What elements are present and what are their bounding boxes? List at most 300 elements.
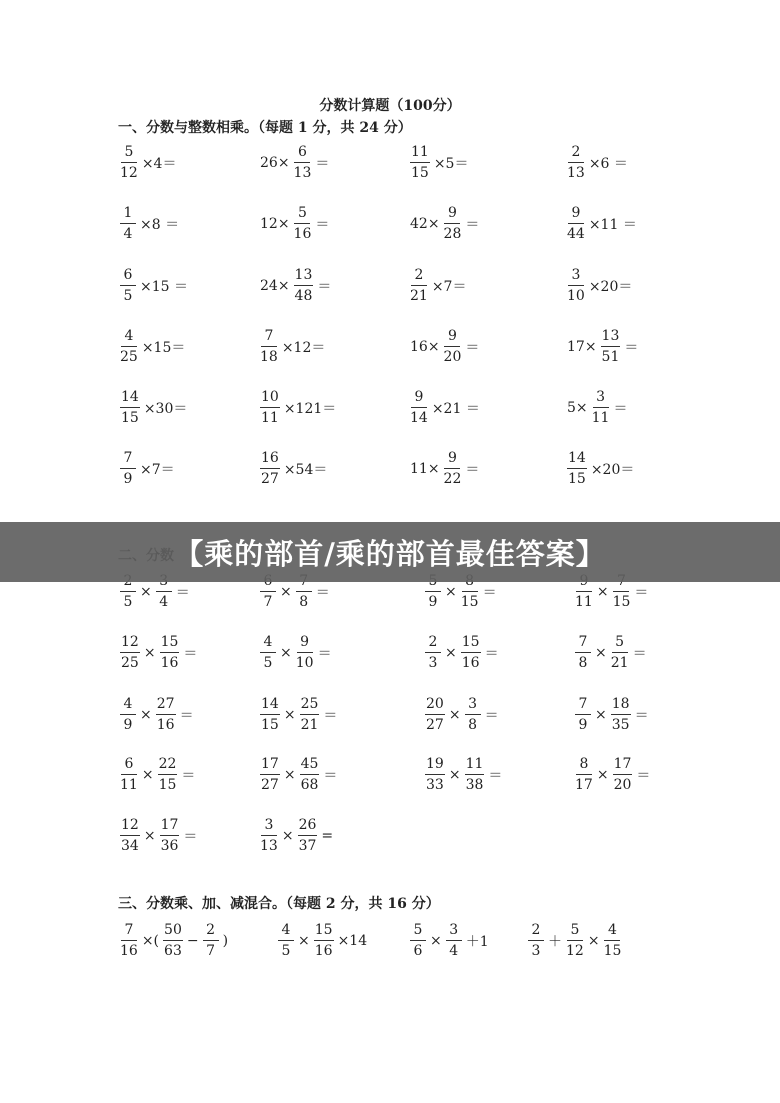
expression-text: × — [140, 706, 152, 723]
fraction — [160, 818, 180, 853]
fraction-numerator: 14 — [567, 451, 587, 469]
expression-text: ＝ — [323, 707, 338, 724]
fraction-numerator: 18 — [611, 697, 631, 715]
fraction-denominator: 20 — [443, 349, 462, 365]
expression-text: 16× — [410, 338, 440, 355]
fraction-denominator: 15 — [568, 471, 586, 487]
expression-text: × — [596, 766, 609, 783]
expression-text: ＝ — [317, 645, 332, 662]
fraction-denominator: 9 — [428, 594, 438, 610]
fraction — [298, 818, 318, 853]
banner-text: 【乘的部首/乘的部首最佳答案】 — [174, 536, 606, 571]
fraction-numerator: 4 — [278, 923, 294, 941]
fraction — [203, 923, 219, 958]
fraction-numerator: 50 — [163, 923, 183, 941]
fraction-denominator: 35 — [611, 717, 630, 733]
expression-text: ×12＝ — [281, 339, 326, 356]
fraction — [604, 923, 622, 958]
expression-text: × — [596, 583, 609, 600]
expression-text: × — [280, 644, 292, 661]
fraction-denominator: 6 — [413, 943, 423, 959]
problem-item — [276, 923, 369, 958]
expression-text: × — [445, 583, 457, 600]
fraction — [314, 923, 334, 958]
fraction — [410, 923, 426, 958]
expression-text: × — [430, 932, 442, 949]
fraction-denominator: 15 — [411, 165, 429, 181]
problem-item — [118, 697, 196, 732]
fraction-denominator: 33 — [426, 777, 444, 793]
fraction — [425, 697, 445, 732]
expression-text: × — [587, 932, 600, 949]
fraction-numerator: 12 — [120, 818, 140, 836]
fraction-denominator: 16 — [461, 655, 480, 671]
fraction-numerator: 11 — [410, 145, 430, 163]
fraction-numerator: 5 — [121, 145, 137, 163]
fraction-numerator: 3 — [446, 923, 462, 941]
fraction-numerator: 7 — [121, 923, 137, 941]
page-title: 分数计算题（100分） — [319, 98, 461, 114]
expression-text: ×6 ＝ — [588, 155, 628, 172]
fraction — [120, 390, 140, 425]
fraction — [566, 923, 584, 958]
fraction-numerator: 2 — [425, 635, 441, 653]
expression-text: ×8 ＝ — [140, 216, 180, 233]
fraction-numerator: 9 — [444, 206, 460, 224]
fraction — [465, 757, 485, 792]
fraction-denominator: 63 — [164, 943, 182, 959]
expression-text: × — [445, 644, 457, 661]
fraction-numerator: 10 — [260, 390, 280, 408]
fraction-denominator: 27 — [426, 717, 444, 733]
fraction — [260, 757, 280, 792]
fraction-numerator: 2 — [203, 923, 219, 941]
fraction-denominator: 4 — [123, 226, 133, 242]
expression-text: ＝ — [181, 767, 196, 784]
problem-item — [118, 923, 230, 958]
fraction-denominator: 11 — [591, 410, 610, 426]
expression-text: ＋1 — [465, 933, 489, 950]
expression-text: ＝ — [488, 767, 503, 784]
fraction — [575, 757, 593, 792]
fraction-numerator: 6 — [120, 268, 136, 286]
fraction — [158, 757, 178, 792]
fraction-denominator: 25 — [120, 349, 138, 365]
fraction-denominator: 22 — [443, 471, 462, 487]
fraction — [156, 697, 176, 732]
fraction — [425, 757, 445, 792]
fraction-numerator: 1 — [120, 206, 136, 224]
fraction-numerator: 9 — [411, 390, 427, 408]
fraction-numerator: 22 — [158, 757, 178, 775]
expression-text: ＝ — [482, 584, 497, 601]
expression-text: ＝ — [183, 828, 198, 845]
expression-text: × — [298, 932, 310, 949]
fraction-denominator: 10 — [295, 655, 314, 671]
expression-text: ＝ — [317, 278, 332, 295]
problem-item — [118, 451, 177, 486]
expression-text: 17× — [567, 338, 597, 355]
expression-text: 26× — [260, 154, 290, 171]
fraction-denominator: 5 — [263, 655, 273, 671]
expression-text: × — [281, 827, 294, 844]
fraction — [120, 757, 138, 792]
problem-item — [565, 268, 634, 303]
fraction-numerator: 5 — [294, 206, 310, 224]
fraction — [260, 390, 280, 425]
fraction-numerator: 6 — [294, 145, 310, 163]
problem-item — [118, 268, 190, 303]
fraction — [163, 923, 183, 958]
fraction-numerator: 3 — [568, 268, 584, 286]
fraction-denominator: 8 — [468, 717, 478, 733]
fraction-denominator: 13 — [567, 165, 585, 181]
fraction-numerator: 9 — [568, 206, 584, 224]
fraction — [528, 923, 544, 958]
fraction-numerator: 4 — [120, 697, 136, 715]
fraction — [120, 635, 140, 670]
fraction-denominator: 27 — [261, 471, 279, 487]
fraction-denominator: 15 — [261, 717, 279, 733]
fraction — [260, 451, 280, 486]
fraction — [575, 635, 591, 670]
fraction — [260, 635, 276, 670]
expression-text: ×20＝ — [588, 278, 633, 295]
expression-text: ×20＝ — [590, 461, 635, 478]
expression-text: 42× — [410, 215, 440, 232]
expression-text: ＝ — [634, 584, 649, 601]
fraction — [296, 635, 314, 670]
expression-text: ＝ — [179, 707, 194, 724]
fraction — [278, 923, 294, 958]
fraction-numerator: 17 — [160, 818, 180, 836]
fraction-denominator: 3 — [531, 943, 541, 959]
fraction — [300, 697, 320, 732]
problem-item — [573, 635, 649, 670]
fraction — [601, 329, 621, 364]
fraction — [446, 923, 462, 958]
fraction-denominator: 3 — [428, 655, 438, 671]
problem-item — [258, 329, 327, 364]
problem-item — [118, 757, 197, 792]
problem-item — [258, 451, 329, 486]
fraction-denominator: 12 — [566, 943, 584, 959]
problem-item — [573, 697, 651, 732]
fraction-numerator: 19 — [425, 757, 445, 775]
section-1-heading: 一、分数与整数相乘。（每题 1 分，共 24 分） — [118, 120, 412, 136]
expression-text: 12× — [260, 215, 290, 232]
expression-text: ×7＝ — [431, 278, 467, 295]
expression-text: 24× — [260, 277, 290, 294]
expression-text: ＝ — [183, 645, 198, 662]
fraction-numerator: 17 — [260, 757, 280, 775]
fraction-numerator: 9 — [297, 635, 313, 653]
problem-item — [258, 818, 335, 853]
expression-text: ＝ — [465, 339, 480, 356]
expression-text: × — [448, 766, 461, 783]
problem-item — [565, 451, 636, 486]
expression-text: ×7＝ — [140, 461, 175, 478]
fraction-denominator: 16 — [314, 943, 333, 959]
problem-item — [118, 329, 187, 364]
fraction-numerator: 11 — [465, 757, 485, 775]
problem-item — [118, 635, 199, 670]
fraction — [120, 268, 136, 303]
expression-text: ×11 ＝ — [588, 216, 637, 233]
problem-item — [258, 145, 331, 180]
expression-text: ×121＝ — [283, 400, 337, 417]
fraction — [294, 268, 314, 303]
fraction-denominator: 4 — [159, 594, 169, 610]
expression-text: ×5＝ — [433, 155, 469, 172]
expression-text: ＝ — [632, 645, 647, 662]
fraction-denominator: 16 — [120, 943, 138, 959]
fraction-denominator: 48 — [294, 288, 313, 304]
problem-item — [258, 268, 333, 303]
fraction — [120, 145, 138, 180]
overlay-banner — [0, 522, 780, 582]
problem-item — [118, 818, 199, 853]
expression-text: ＝ — [613, 400, 628, 417]
fraction-denominator: 7 — [263, 594, 273, 610]
fraction — [461, 635, 481, 670]
expression-text: ＝ — [315, 155, 330, 172]
fraction-denominator: 25 — [121, 655, 139, 671]
fraction — [120, 923, 138, 958]
fraction-numerator: 15 — [461, 635, 481, 653]
fraction-numerator: 3 — [261, 818, 277, 836]
problem-item — [258, 697, 339, 732]
fraction-denominator: 36 — [160, 838, 179, 854]
expression-text: ＝ — [315, 216, 330, 233]
fraction-numerator: 3 — [593, 390, 609, 408]
fraction-numerator: 8 — [576, 757, 592, 775]
expression-text: × — [143, 827, 156, 844]
fraction-numerator: 15 — [314, 923, 334, 941]
fraction-denominator: 11 — [120, 777, 138, 793]
fraction-denominator: 11 — [261, 410, 279, 426]
fraction-numerator: 7 — [575, 635, 591, 653]
expression-text: ＝ — [636, 767, 651, 784]
problem-item — [118, 390, 189, 425]
expression-text: − — [186, 932, 199, 949]
expression-text: × — [283, 706, 296, 723]
fraction — [444, 451, 462, 486]
fraction-denominator: 5 — [281, 943, 291, 959]
expression-text: ×54＝ — [283, 461, 328, 478]
fraction-denominator: 38 — [465, 777, 484, 793]
problem-item — [408, 268, 468, 303]
expression-text: × — [448, 706, 461, 723]
expression-text: ＝ — [484, 707, 499, 724]
fraction — [444, 206, 462, 241]
fraction-denominator: 9 — [123, 717, 133, 733]
expression-text: ×4＝ — [141, 155, 177, 172]
fraction-denominator: 27 — [261, 777, 279, 793]
fraction-numerator: 2 — [568, 145, 584, 163]
fraction — [160, 635, 180, 670]
fraction-numerator: 12 — [120, 635, 140, 653]
problem-item — [118, 145, 178, 180]
fraction — [120, 697, 136, 732]
problem-item — [573, 757, 652, 792]
fraction — [592, 390, 610, 425]
fraction-denominator: 9 — [123, 471, 133, 487]
fraction-denominator: 15 — [121, 410, 139, 426]
fraction — [294, 206, 312, 241]
fraction — [260, 818, 278, 853]
fraction-numerator: 5 — [567, 923, 583, 941]
expression-text: ×14 — [337, 932, 368, 949]
fraction-denominator: 15 — [603, 943, 622, 959]
fraction — [120, 818, 140, 853]
expression-text: ×30＝ — [143, 400, 188, 417]
fraction — [611, 635, 629, 670]
expression-text: ＝ — [175, 584, 190, 601]
fraction — [120, 451, 136, 486]
problem-item — [258, 390, 338, 425]
expression-text: × — [595, 644, 607, 661]
fraction-numerator: 7 — [261, 329, 277, 347]
problem-item — [258, 757, 339, 792]
fraction-denominator: 8 — [578, 655, 588, 671]
expression-text: × — [283, 766, 296, 783]
fraction-denominator: 5 — [123, 594, 133, 610]
fraction-numerator: 14 — [120, 390, 140, 408]
expression-text: × — [143, 644, 156, 661]
expression-text: ＝ — [465, 461, 480, 478]
expression-text: ＋ — [548, 933, 562, 950]
expression-text: ×21 ＝ — [431, 400, 480, 417]
fraction-denominator: 8 — [299, 594, 309, 610]
fraction — [120, 329, 138, 364]
fraction-denominator: 28 — [443, 226, 462, 242]
problem-item — [258, 635, 334, 670]
expression-text: ×15 ＝ — [140, 278, 188, 295]
fraction-denominator: 16 — [293, 226, 312, 242]
fraction-denominator: 13 — [260, 838, 278, 854]
fraction — [444, 329, 462, 364]
problem-item — [408, 329, 481, 364]
fraction — [567, 145, 585, 180]
problem-item — [408, 145, 470, 180]
expression-text: = — [321, 827, 334, 844]
fraction — [575, 697, 591, 732]
fraction-denominator: 7 — [206, 943, 216, 959]
fraction-numerator: 5 — [612, 635, 628, 653]
problem-item — [423, 757, 504, 792]
fraction-denominator: 21 — [410, 288, 428, 304]
fraction — [120, 206, 136, 241]
expression-text: × — [141, 766, 154, 783]
fraction-denominator: 16 — [160, 655, 179, 671]
fraction-numerator: 13 — [294, 268, 314, 286]
fraction-denominator: 18 — [260, 349, 278, 365]
fraction-denominator: 51 — [601, 349, 620, 365]
fraction-numerator: 7 — [120, 451, 136, 469]
problem-item — [526, 923, 623, 958]
expression-text: × — [140, 583, 152, 600]
expression-text: ＝ — [465, 216, 480, 233]
fraction-denominator: 17 — [575, 777, 593, 793]
problem-item — [565, 145, 630, 180]
fraction-numerator: 25 — [300, 697, 320, 715]
fraction-denominator: 12 — [120, 165, 138, 181]
fraction-numerator: 20 — [425, 697, 445, 715]
fraction-numerator: 4 — [260, 635, 276, 653]
problem-item — [423, 697, 501, 732]
fraction-denominator: 16 — [156, 717, 175, 733]
fraction — [410, 268, 428, 303]
fraction-denominator: 11 — [575, 594, 593, 610]
fraction-denominator: 21 — [300, 717, 319, 733]
fraction-denominator: 21 — [610, 655, 629, 671]
fraction-numerator: 9 — [444, 451, 460, 469]
fraction — [567, 268, 585, 303]
fraction-denominator: 15 — [612, 594, 631, 610]
fraction — [260, 329, 278, 364]
fraction-numerator: 9 — [444, 329, 460, 347]
fraction-denominator: 37 — [298, 838, 317, 854]
fraction-denominator: 10 — [567, 288, 585, 304]
expression-text: ＝ — [323, 767, 338, 784]
expression-text: ＝ — [315, 584, 330, 601]
fraction-numerator: 4 — [121, 329, 137, 347]
fraction-numerator: 13 — [601, 329, 621, 347]
fraction-numerator: 17 — [613, 757, 633, 775]
problem-item — [423, 635, 501, 670]
fraction-denominator: 34 — [121, 838, 139, 854]
problem-item — [565, 329, 640, 364]
fraction-numerator: 27 — [156, 697, 176, 715]
fraction-denominator: 20 — [613, 777, 632, 793]
fraction-numerator: 15 — [160, 635, 180, 653]
fraction-numerator: 26 — [298, 818, 318, 836]
fraction-numerator: 3 — [465, 697, 481, 715]
fraction-denominator: 4 — [449, 943, 459, 959]
fraction-numerator: 4 — [604, 923, 620, 941]
fraction-denominator: 9 — [578, 717, 588, 733]
expression-text: ＝ — [624, 339, 639, 356]
fraction-numerator: 5 — [410, 923, 426, 941]
problem-item — [565, 390, 629, 425]
fraction-numerator: 6 — [121, 757, 137, 775]
fraction — [260, 697, 280, 732]
expression-text: × — [595, 706, 607, 723]
fraction-numerator: 45 — [300, 757, 320, 775]
expression-text: 5× — [567, 399, 588, 416]
fraction — [425, 635, 441, 670]
fraction-denominator: 44 — [567, 226, 585, 242]
fraction — [567, 451, 587, 486]
problem-item — [408, 206, 481, 241]
expression-text: ×( — [141, 932, 160, 949]
fraction-denominator: 15 — [460, 594, 479, 610]
expression-text: × — [280, 583, 292, 600]
fraction — [294, 145, 312, 180]
fraction — [410, 145, 430, 180]
problem-item — [118, 206, 181, 241]
fraction-denominator: 5 — [123, 288, 133, 304]
problem-item — [408, 923, 491, 958]
fraction-denominator: 15 — [158, 777, 177, 793]
fraction-denominator: 13 — [293, 165, 312, 181]
expression-text: ＝ — [634, 707, 649, 724]
problem-item — [408, 390, 482, 425]
fraction — [465, 697, 481, 732]
fraction-numerator: 7 — [575, 697, 591, 715]
expression-text: ＝ — [484, 645, 499, 662]
